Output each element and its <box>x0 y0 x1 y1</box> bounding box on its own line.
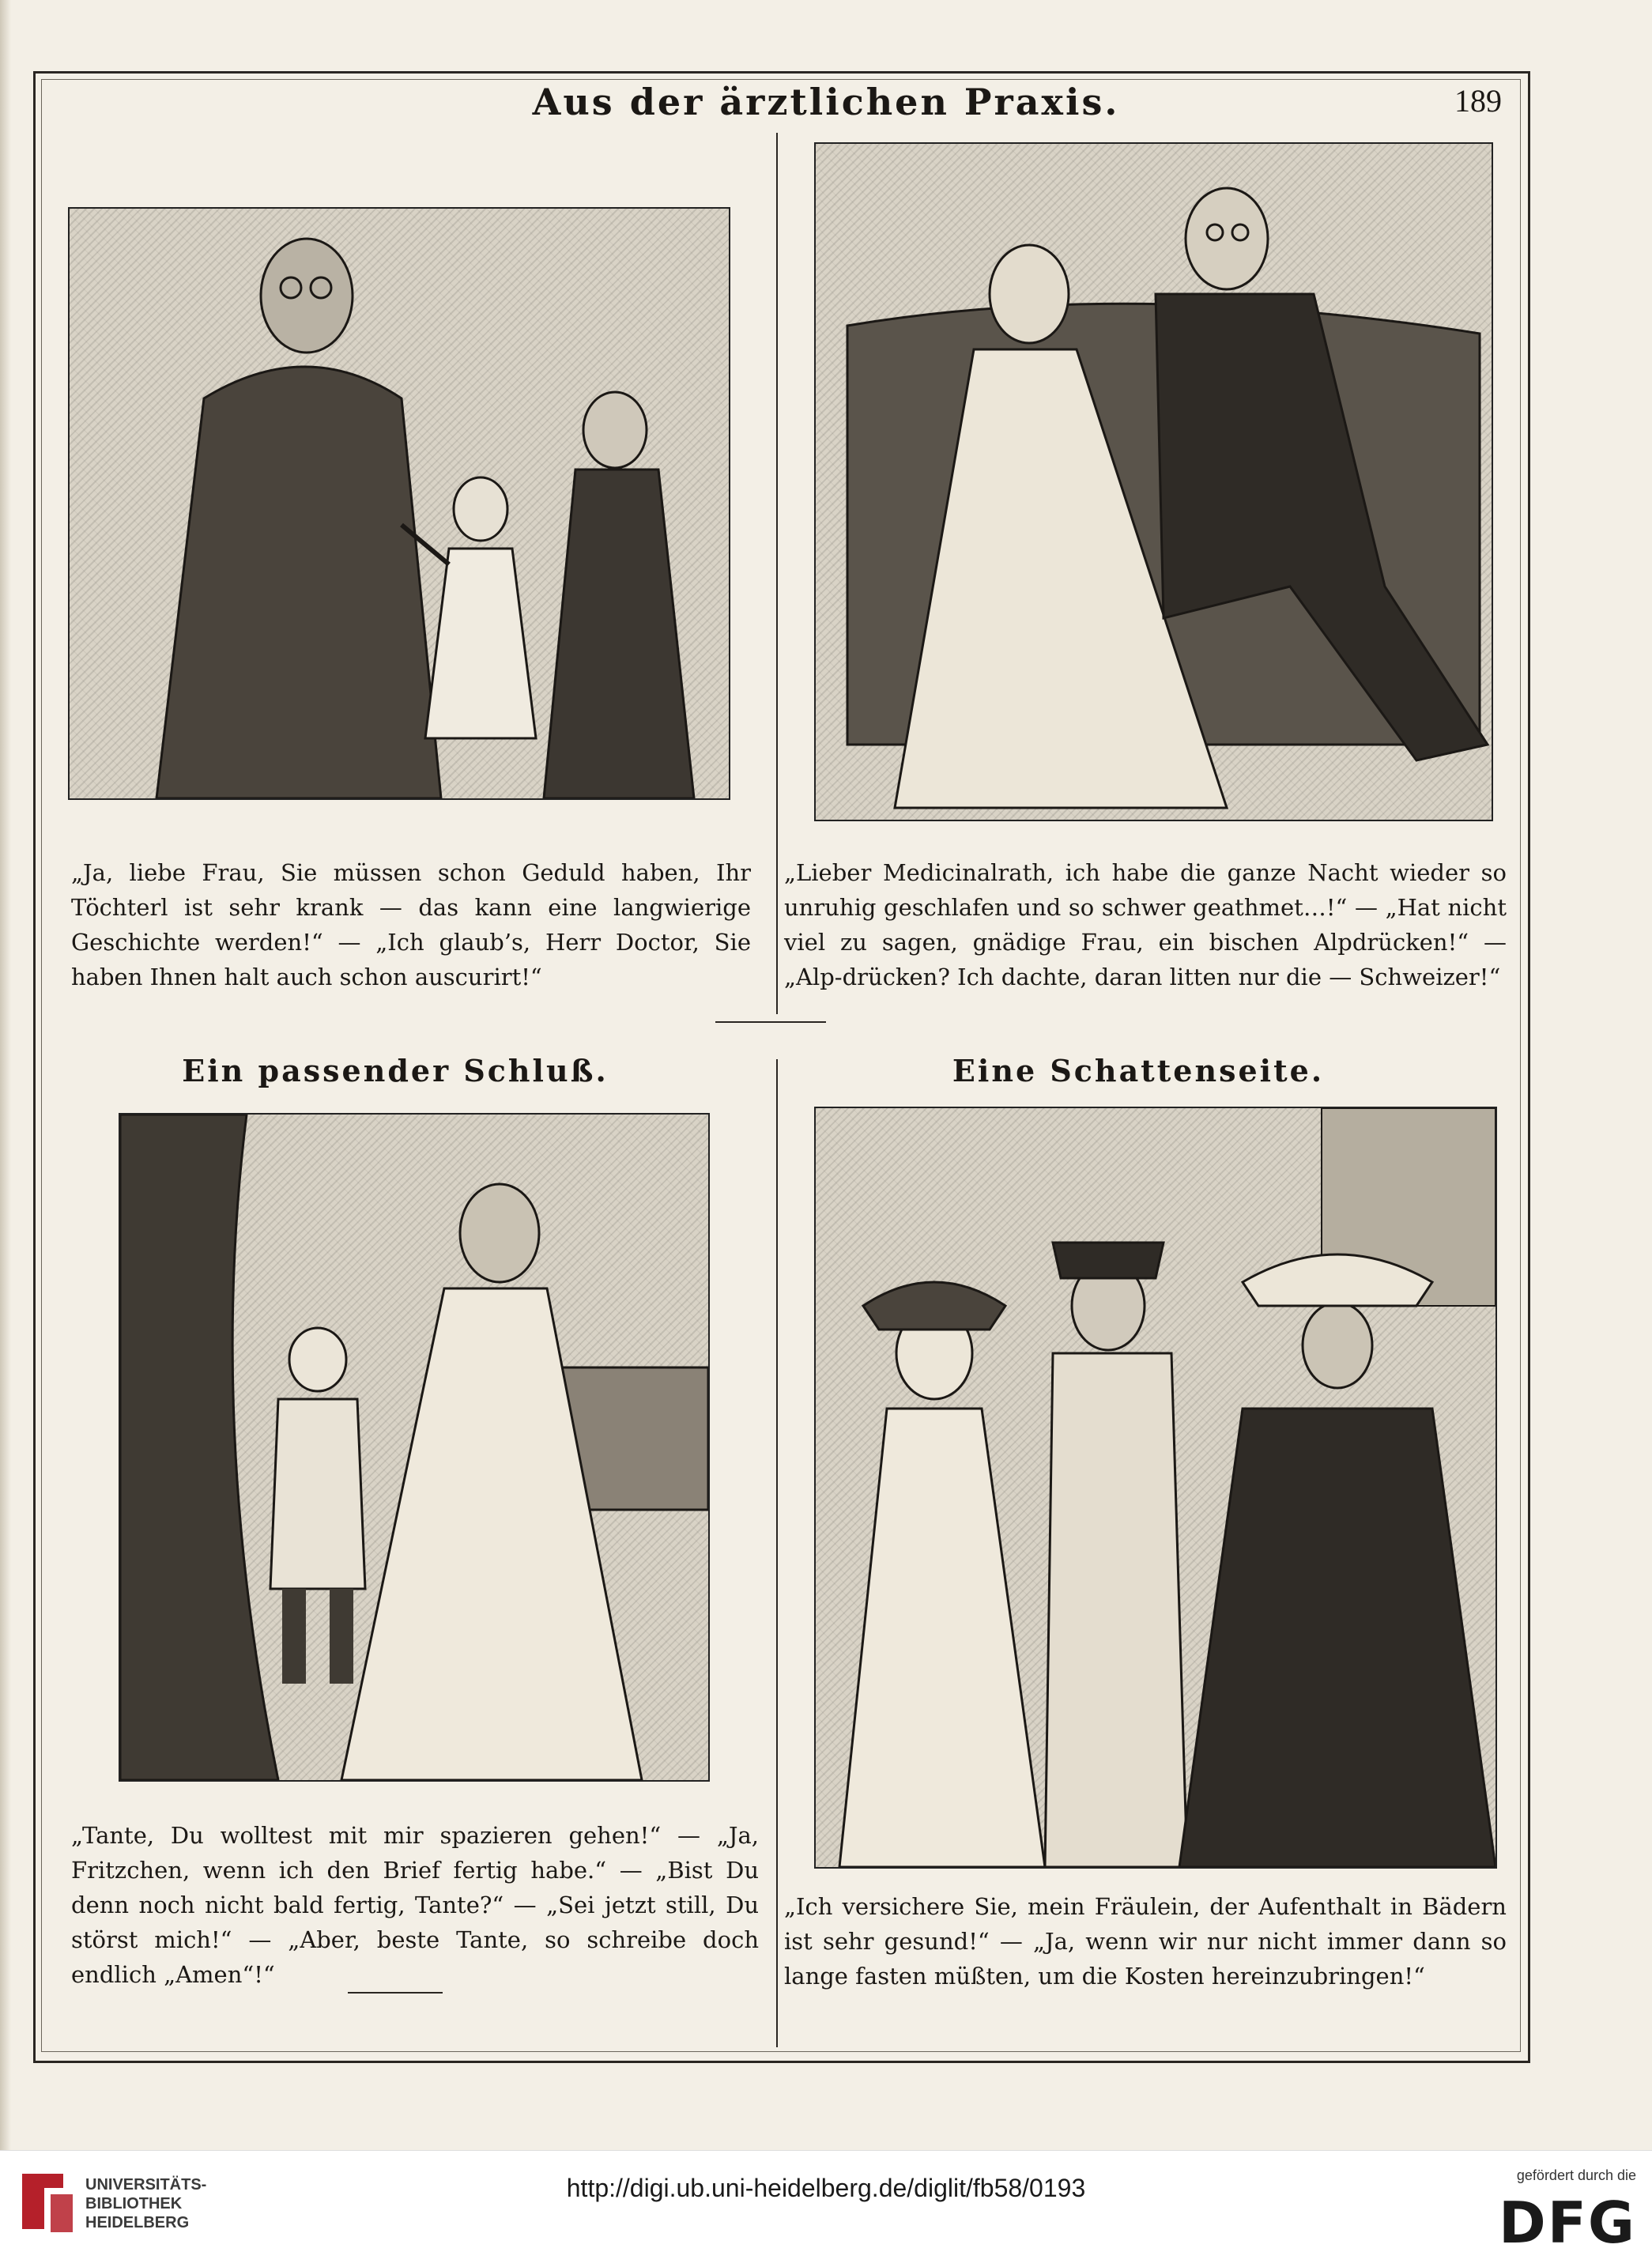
illustration-lady-gentleman-sofa <box>814 142 1493 821</box>
section-divider <box>715 1021 826 1023</box>
university-line: BIBLIOTHEK <box>85 2195 183 2212</box>
caption-bottom-right: „Ich versichere Sie, mein Fräulein, der Aufenthalt in Bädern ist sehr gesund!“ — „Ja, wenn wir nur nicht immer dann so lange fasten müßten, um die Kosten hereinzubringen!“ <box>784 1893 1507 1990</box>
caption-top-right: „Lieber Medicinalrath, ich habe die ganze Nacht wieder so unruhig geschlafen und so schwer geathmet…!“ — „Hat nicht viel zu sagen, gnädige Frau, ein bischen Alpdrücken!“ — „Alp-drücken? Ich dachte, daran litten nur die — Schweizer!“ <box>784 859 1507 990</box>
column-divider-top <box>776 133 778 1014</box>
footer-permalink[interactable]: http://digi.ub.uni-heidelberg.de/diglit/fb58/0193 <box>566 2174 1086 2202</box>
illustration-doctor-child <box>68 207 730 800</box>
dfg-logo-icon: DFG <box>1498 2190 1636 2256</box>
binding-shadow <box>0 0 11 2150</box>
illustration-aunt-writing <box>119 1113 710 1782</box>
funding-label: gefördert durch die <box>1516 2167 1636 2183</box>
spa-promenade-drawing <box>816 1108 1495 1867</box>
page-number: 189 <box>1454 83 1502 119</box>
doctor-child-drawing <box>70 209 729 798</box>
caption-top-left: „Ja, liebe Frau, Sie müssen schon Geduld haben, Ihr Töchterl ist sehr krank — das kann eine langwierige Geschichte werden!“ — „Ich glaub’s, Herr Doctor, Sie haben Ihnen halt auch schon auscurirt!“ <box>71 859 751 990</box>
sofa-scene-drawing <box>816 144 1492 820</box>
section-title-ein-passender-schluss: Ein passender Schluß. <box>182 1053 609 1088</box>
page-header-title: Aus der ärztlichen Praxis. <box>532 81 1120 123</box>
caption-end-rule <box>348 1992 443 1994</box>
illustration-spa-promenade <box>814 1107 1497 1869</box>
caption-bottom-left: „Tante, Du wolltest mit mir spazieren gehen!“ — „Ja, Fritzchen, wenn ich den Brief fertig habe.“ — „Bist Du denn noch nicht bald fertig, Tante?“ — „Sei jetzt still, Du störst mich!“ — „Aber, beste Tante, so schreibe doch endlich „Amen“!“ <box>71 1822 759 1988</box>
university-line: HEIDELBERG <box>85 2214 190 2231</box>
column-divider-bottom <box>776 1059 778 2047</box>
section-title-eine-schattenseite: Eine Schattenseite. <box>952 1053 1325 1088</box>
aunt-writing-drawing <box>120 1115 708 1780</box>
university-line: UNIVERSITÄTS- <box>85 2176 207 2193</box>
